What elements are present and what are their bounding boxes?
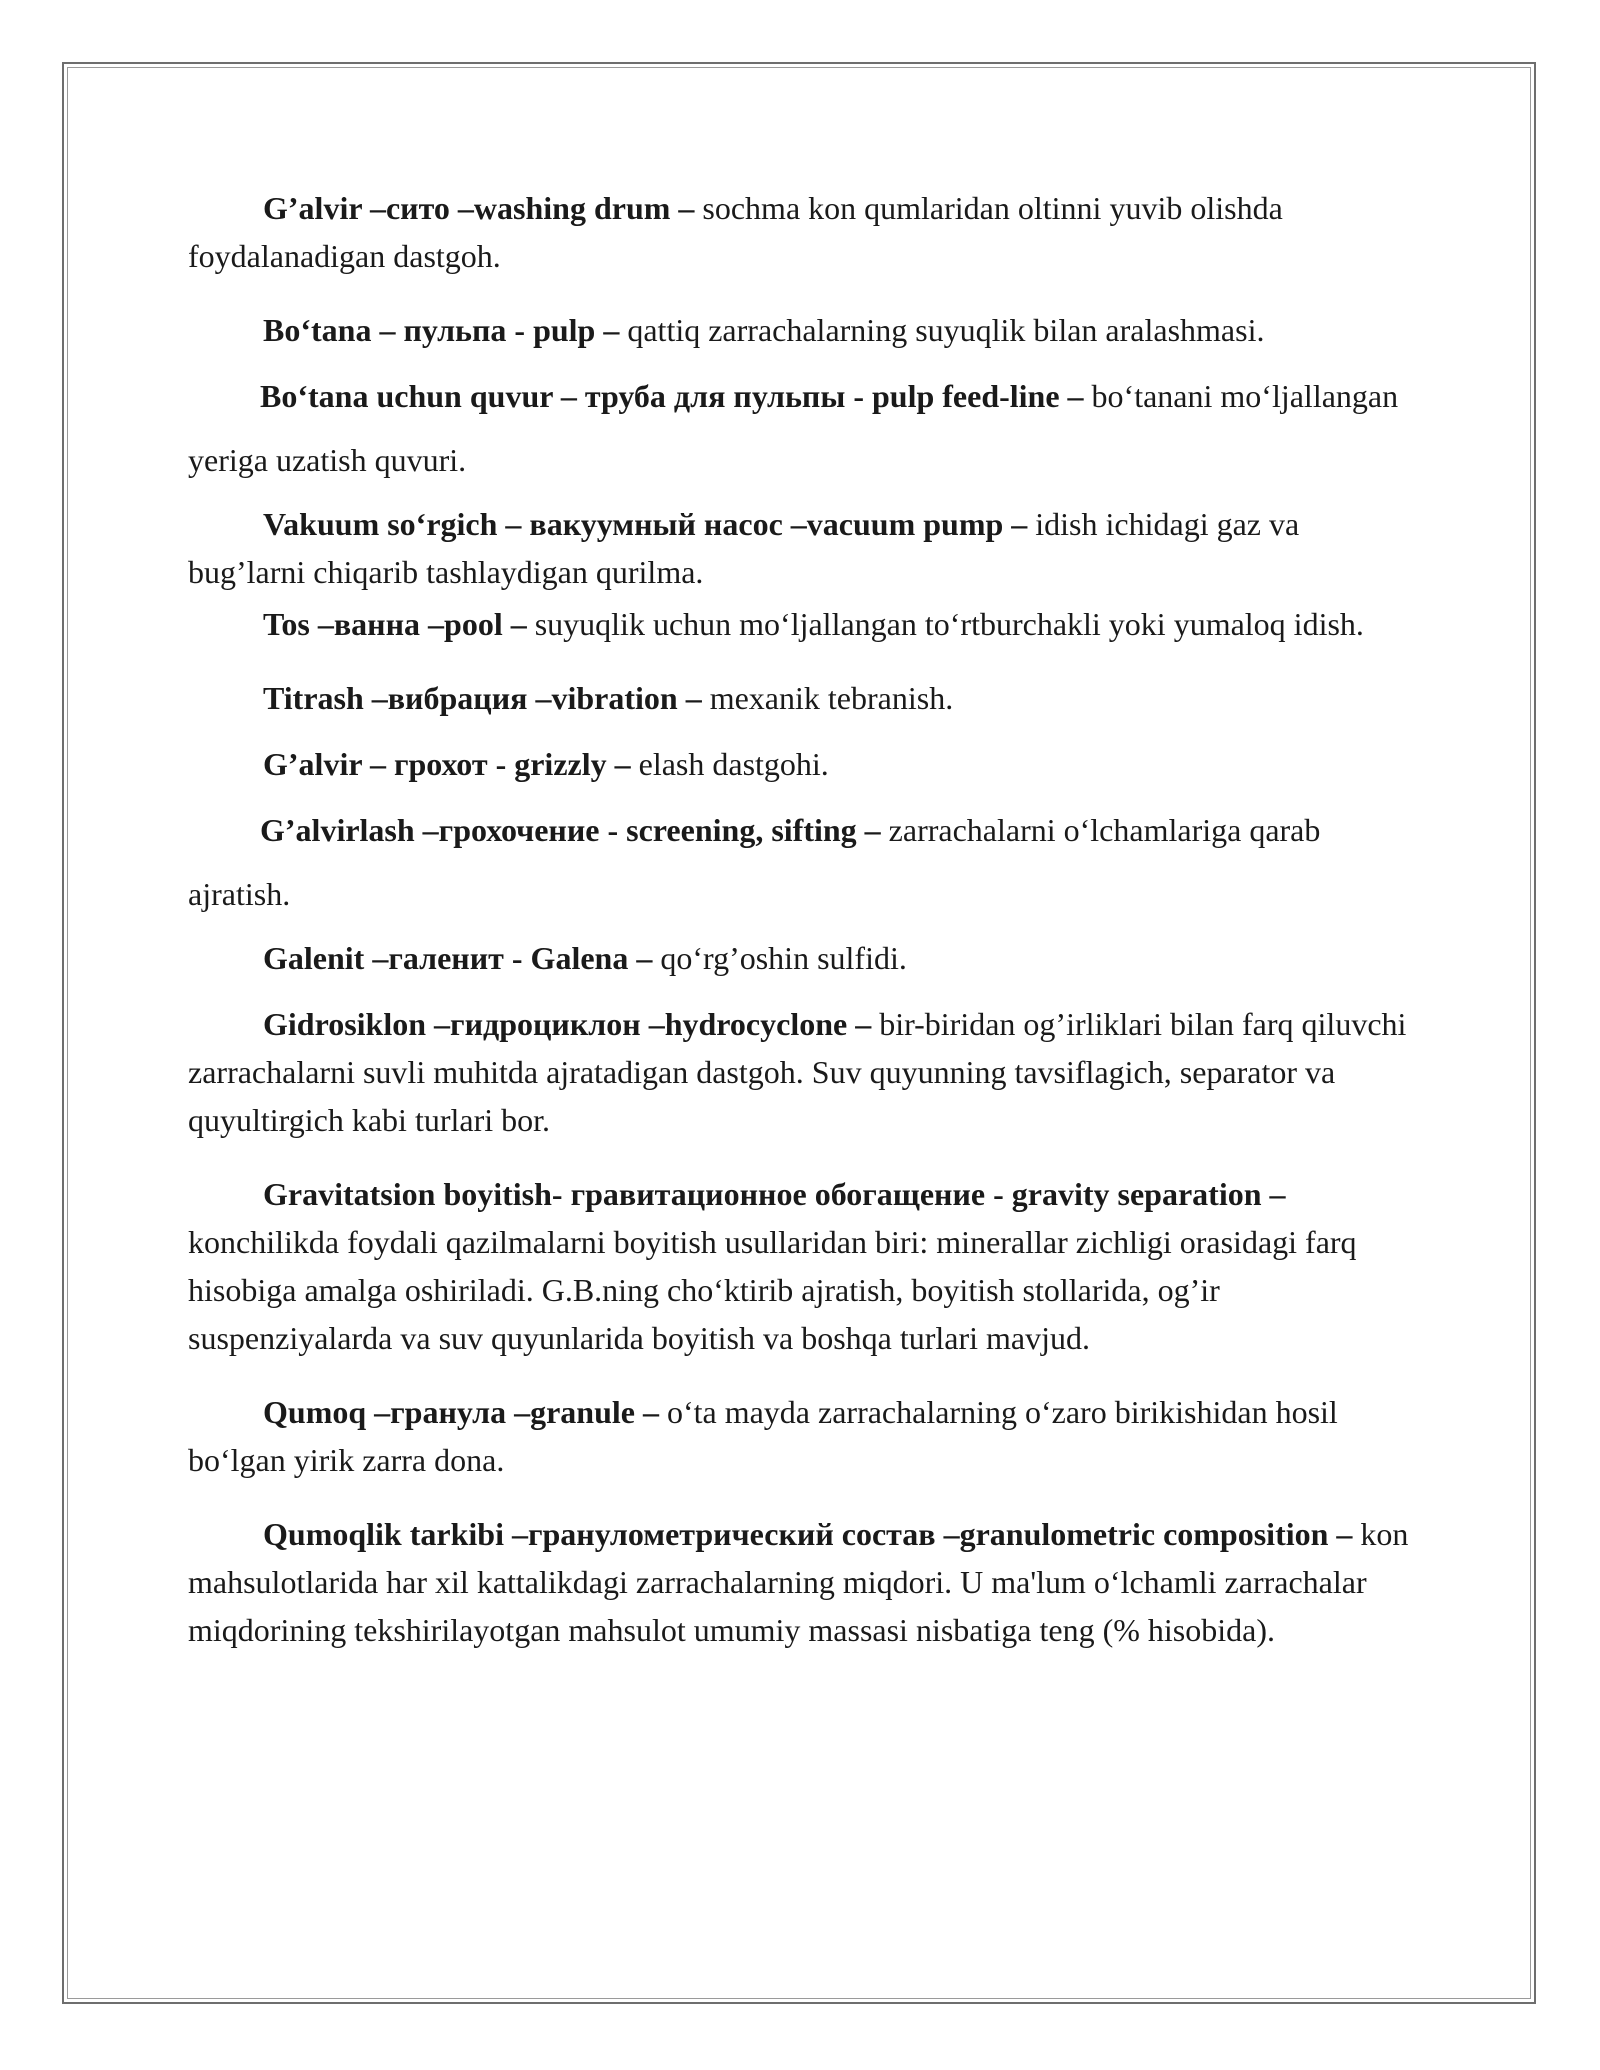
glossary-entry <box>188 674 1418 722</box>
glossary-entry <box>188 1388 1418 1484</box>
entry-definition: qattiq zarrachalarning suyuqlik bilan aralashmasi. <box>619 312 1265 348</box>
entry-definition: elash dastgohi. <box>630 746 829 782</box>
entry-term: Gidrosiklon –гидроциклон –hydrocyclone – <box>263 1006 872 1042</box>
glossary-entry <box>188 1170 1418 1362</box>
entry-definition: bo‘tanani mo‘ljallangan yeriga uzatish quvuri. <box>188 378 1399 478</box>
glossary-entry <box>188 934 1418 982</box>
entry-term: Galenit –галенит - Galena – <box>263 940 653 976</box>
glossary-entry <box>188 364 1418 492</box>
glossary-entry <box>188 184 1418 280</box>
glossary-entry <box>188 600 1418 648</box>
glossary-entry <box>188 500 1418 596</box>
entry-term: Titrash –вибрация –vibration – <box>263 680 702 716</box>
entry-definition: kon mahsulotlarida har xil kattalikdagi zarrachalarning miqdori. U ma'lum o‘lchamli zarrachalar miqdorining tekshirilayotgan mahsulot umumiy massasi nisbatiga teng (% hisobida). <box>188 1516 1409 1648</box>
entry-term: Bo‘tana – пульпа - pulp – <box>263 312 620 348</box>
glossary-entry <box>188 1000 1418 1144</box>
glossary-entry <box>188 798 1418 926</box>
entry-definition: sochma kon qumlaridan oltinni yuvib olishda foydalanadigan dastgoh. <box>188 190 1283 274</box>
entry-term: Qumoq –гранула –granule – <box>263 1394 659 1430</box>
entry-term: G’alvirlash –грохочение - screening, sifting – <box>260 812 881 848</box>
entry-definition: idish ichidagi gaz va bug’larni chiqarib tashlaydigan qurilma. <box>188 506 1300 590</box>
entry-term: Tos –ванна –pool – <box>263 606 527 642</box>
entry-definition: konchilikda foydali qazilmalarni boyitish usullaridan biri: minerallar zichligi orasidagi farq hisobiga amalga oshiriladi. G.B.ning cho‘ktirib ajratish, boyitish stollarida, og’ir suspenziyalarda va suv quyunlarida boyitish va boshqa turlari mavjud. <box>188 1224 1357 1356</box>
entry-definition: qo‘rg’oshin sulfidi. <box>652 940 907 976</box>
entry-definition: zarrachalarni o‘lchamlariga qarab ajratish. <box>188 812 1321 912</box>
entry-definition: suyuqlik uchun mo‘ljallangan to‘rtburchakli yoki yumaloq idish. <box>526 606 1364 642</box>
entry-definition: o‘ta mayda zarrachalarning o‘zaro birikishidan hosil bo‘lgan yirik zarra dona. <box>188 1394 1338 1478</box>
entry-term: Vakuum so‘rgich – вакуумный насос –vacuum pump – <box>263 506 1028 542</box>
entry-definition: mexanik tebranish. <box>701 680 954 716</box>
entry-term: G’alvir –сито –washing drum – <box>263 190 695 226</box>
document-body <box>188 184 1418 1654</box>
entry-term: Gravitatsion boyitish- гравитационное обогащение - gravity separation – <box>263 1176 1286 1212</box>
glossary-entry <box>188 740 1418 788</box>
entry-term: Bo‘tana uchun quvur – труба для пульпы - pulp feed-line – <box>260 378 1084 414</box>
entry-definition: bir-biridan og’irliklari bilan farq qiluvchi zarrachalarni suvli muhitda ajratadigan dastgoh. Suv quyunning tavsiflagich, separator va quyultirgich kabi turlari bor. <box>188 1006 1407 1138</box>
glossary-entry <box>188 1510 1418 1654</box>
glossary-entry <box>188 306 1418 354</box>
entry-term: Qumoqlik tarkibi –гранулометрический состав –granulometric composition – <box>263 1516 1353 1552</box>
entry-term: G’alvir – грохот - grizzly – <box>263 746 631 782</box>
